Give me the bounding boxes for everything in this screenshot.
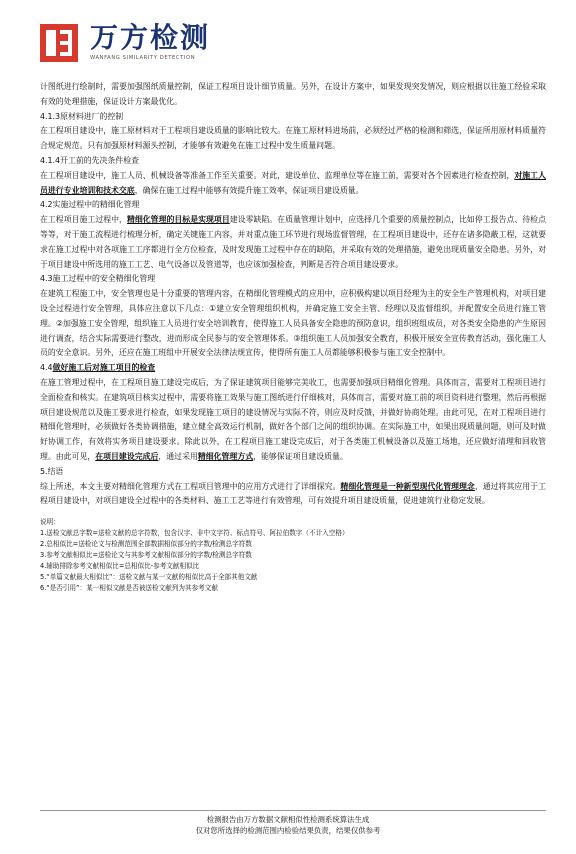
text-run: 在施工管理过程中，在工程项目施工建设完成后，为了保证建筑项目能够完美收工，也需要加强项目精细化管理。具体而言，需要对工程项目进行全面检查和核实。在建筑项目核实过程中，需要将施工效果与施工图纸进行仔细核对，具体而言，需要对施工前的项目资料进行整理，然后再根据项目建设规范以及施工要求进行检查，如果发现施工项目的建设情况与实际不符，则应及时反馈，并做好协商处理。由此可见，在对工程项目进行精细化管理时，必须做好各类协调措施，建立健全高效运行机制，做好各个部门之间的组织协调。在实际施工中，如果出现质量问题，则可及时做好协调工作，有效将实务项目建设要求。除此以外，在工程项目施工建设完成后，对于各类施工机械设备以及施工场地，还应做好清理和回收管理。由此可见，: [40, 377, 546, 461]
text-run: 在工程项目施工过程中，: [40, 215, 127, 225]
text-run: 4.4: [40, 363, 53, 373]
wanfang-logo-icon: [40, 24, 78, 62]
section-heading-44: [40, 361, 546, 376]
logo-name: 万方检测: [90, 21, 211, 54]
text-run: 在工程项目建设中，施工人员、机械设备等准备工作至关重要。对此，建设单位、监理单位等在施工前，需要对各个因素进行检查控制，: [40, 170, 515, 180]
section-heading-42: 4.2实施过程中的精细化管理: [40, 200, 140, 210]
highlighted-phrase: 对施工人员进行专业培训和技术交底: [40, 170, 546, 195]
footer-divider: [40, 810, 546, 811]
text-run: 建设零缺陷。在质量管理计划中，应选择几个重要的质量控制点，比如停工报告点、待检点等等，对于施工流程进行梳理分析，确定关键施工内容，并对重点施工环节进行现场监督管理，在工程项目建设中，还存在诸多隐蔽工程，这就要求在施工过程中对各项施工工序都进行全方位检查，及时发现施工过程中存在的缺陷，并采取有效的处理措施，避免出现质量安全隐患。另外，对于项目建设中所选用的施工工艺、电气设备以及管道等，也应该加强检查，判断是否符合项目建设要求。: [40, 215, 546, 269]
highlighted-phrase: 精细化管理是一种新型现代化管理理念: [340, 481, 475, 491]
notes-section: [40, 517, 546, 594]
text-run: ，确保在施工过程中能够有效提升施工效率，保证项目建设质量。: [134, 185, 364, 195]
text-run: ，通过采用: [158, 451, 198, 461]
text-run: 综上所述，本文主要对精细化管理方式在工程项目管理中的应用方式进行了详细探究。: [40, 481, 341, 491]
note-item: 3.参考文献相似比=送检论文与其参考文献相似部分的字数/检测总字符数: [40, 551, 252, 560]
footer-line: 检测报告由万方数据文献相似性检测系统算法生成: [206, 815, 370, 824]
note-item: 1.送检文献总字数=送检文献的总字符数，包含汉字、非中文字符、标点符号、阿拉伯数字（不计入空格）: [40, 529, 349, 538]
paragraph-design: 计图纸进行绘制时，需要加强图纸质量控制，保证工程项目设计细节质量。另外，在设计方案中，如果发现突发情况，则应根据以往施工经验采取有效的处理措施，保证设计方案最优化。: [40, 82, 546, 106]
notes-title: 说明：: [40, 518, 60, 527]
paragraph-precheck: [40, 169, 546, 199]
highlighted-phrase: 精细化管理方式: [197, 451, 254, 461]
text-run: ，通过将其应用于工程项目建设中，对项目建设全过程中的各类材料、施工工艺等进行有效管理，可有效提升项目建设质量，促进建筑行业稳定发展。: [40, 481, 546, 506]
highlighted-phrase: 精细化管理的目标是实现项目: [126, 215, 230, 225]
text-run: ，能够保证项目建设质量。: [253, 451, 348, 461]
report-footer: [0, 814, 576, 836]
paragraph-fine-management: [40, 213, 546, 272]
highlighted-phrase: 做好施工后对施工项目的检查: [52, 363, 156, 373]
note-item: 6.“是否引用”：某一相似文献是否被送检文献列为其参考文献: [40, 584, 218, 593]
paragraph-conclusion: [40, 480, 546, 510]
note-item: 5.“单篇文献最大相似比”：送检文献与某一文献的相似比高于全部其他文献: [40, 573, 258, 582]
paragraph-inspection: [40, 376, 546, 465]
footer-line: 仅对您所选择的检测范围内检验结果负责，结果仅供参考: [195, 826, 381, 835]
report-body: [40, 80, 546, 594]
paragraph-safety: 在建筑工程施工中，安全管理也是十分重要的管理内容，在精细化管理模式的应用中，应积极构建以项目经理为主的安全生产管理机构，对项目建设全过程进行安全管理，具体应注意以下几点：①建立安全管理组织机构，并确定施工安全主管、经理以及监督组织，并配置安全员进行施工管理。②加强施工安全管理，组织施工人员进行安全培训教育，使得施工人员具备安全隐患的预防意识，组织班组成员，对各类安全隐患的产生原因进行调查，结合实际需要进行整改，进而形成全民参与的安全管理体系。③组织施工人员加强安全教育，积极开展安全宣传教育活动，强化施工人员的安全意识。另外，还应在施工班组中开展安全法律法规宣传，使得所有施工人员都能够积极参与施工安全控制中。: [40, 289, 546, 358]
highlighted-phrase: 在项目建设完成后: [95, 451, 159, 461]
section-heading-43: 4.3施工过程中的安全精细化管理: [40, 274, 156, 284]
section-heading-conclusion: 5.结语: [40, 466, 64, 476]
logo-subtitle: WANFANG SIMILARITY DETECTION: [90, 55, 196, 61]
note-item: 2.总相似比=送检论文与检测范围全部数据相似部分的字数/检测总字符数: [40, 540, 252, 549]
note-item: 4.辅助排除参考文献相似比=总相似比-参考文献相似比: [40, 562, 200, 571]
report-header: [40, 22, 280, 64]
section-heading-414: 4.1.4开工前的先决条件检查: [40, 155, 139, 165]
section-heading-413: 4.1.3原材料进厂的控制: [40, 111, 124, 121]
paragraph-materials: 在工程项目建设中，施工原材料对于工程项目建设质量的影响比较大。在施工原材料进场前，必须经过严格的检测和筛选，保证所用原材料质量符合规定规范。只有加强原材料源头控制，才能够有效避免在施工过程中发生质量问题。: [40, 126, 546, 151]
